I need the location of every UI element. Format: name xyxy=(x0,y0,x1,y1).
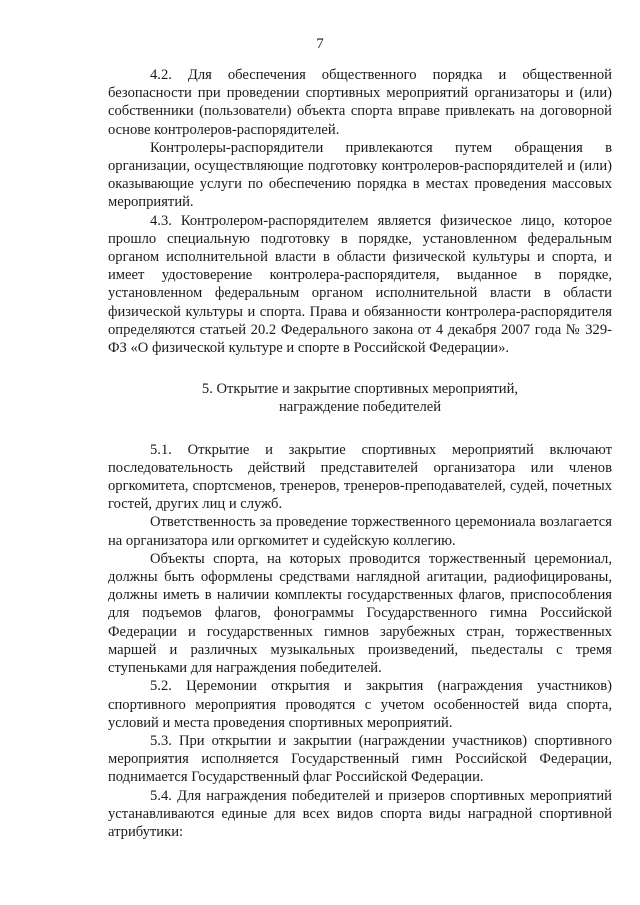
page-number: 7 xyxy=(316,36,324,52)
paragraph-4-3: 4.3. Контролером-распорядителем является физическое лицо, которое прошло специальную подготовку в порядке, установленном федеральным органом исполнительной власти в области физической культуры и спорта, и имеет удостоверение контролера-распорядителя, выданное в порядке, установленном федеральным органом исполнительной власти в области физической культуры и спорта. Права и обязанности контролера-распорядителя определяются статьей 20.2 Федерального закона от 4 декабря 2007 года № 329-ФЗ «О физической культуре и спорте в Российской Федерации». xyxy=(108,212,612,357)
paragraph-responsibility: Ответственность за проведение торжественного церемониала возлагается на организатора или оргкомитет и судейскую коллегию. xyxy=(108,514,612,549)
section-5-heading xyxy=(108,380,612,416)
paragraph-5-3: 5.3. При открытии и закрытии (награждении участников) спортивного мероприятия исполняется Государственный гимн Российской Федерации, поднимается Государственный флаг Российской Федерации. xyxy=(108,732,612,786)
paragraph-5-1: 5.1. Открытие и закрытие спортивных мероприятий включают последовательность действий представителей организатора или членов оргкомитета, спортсменов, тренеров, тренеров-преподавателей, судей, почетных гостей, других лиц и служб. xyxy=(108,441,612,513)
paragraph-4-2: 4.2. Для обеспечения общественного порядка и общественной безопасности при проведении спортивных мероприятий организаторы и (или) собственники (пользователи) объекта спорта вправе привлекать на договорной основе контролеров-распорядителей. xyxy=(108,67,612,138)
paragraph-controllers: Контролеры-распорядители привлекаются путем обращения в организации, осуществляющие подготовку контролеров-распорядителей и (или) оказывающие услуги по обеспечению порядка в местах проведения массовых мероприятий. xyxy=(108,139,612,211)
paragraph-5-2: 5.2. Церемонии открытия и закрытия (награждения участников) спортивного мероприятия проводятся с учетом особенностей вида спорта, условий и места проведения спортивных мероприятий. xyxy=(108,678,612,731)
section-heading-line-2: награждение победителей xyxy=(278,399,442,416)
section-heading-line-1: 5. Открытие и закрытие спортивных мероприятий, xyxy=(201,381,519,398)
paragraph-5-4: 5.4. Для награждения победителей и призеров спортивных мероприятий устанавливаются единые для всех видов спорта виды наградной спортивной атрибутики: xyxy=(108,787,612,840)
document-body xyxy=(108,66,612,841)
paragraph-sports-objects: Объекты спорта, на которых проводится торжественный церемониал, должны быть оформлены средствами наглядной агитации, радиофицированы, должны иметь в наличии комплекты государственных флагов, приспособления для подъемов флагов, фонограммы Государственного гимна Российской Федерации и государственных гимнов зарубежных стран, торжественных маршей и различных музыкальных произведений, пьедесталы с тремя ступеньками для награждения победителей. xyxy=(108,550,612,677)
